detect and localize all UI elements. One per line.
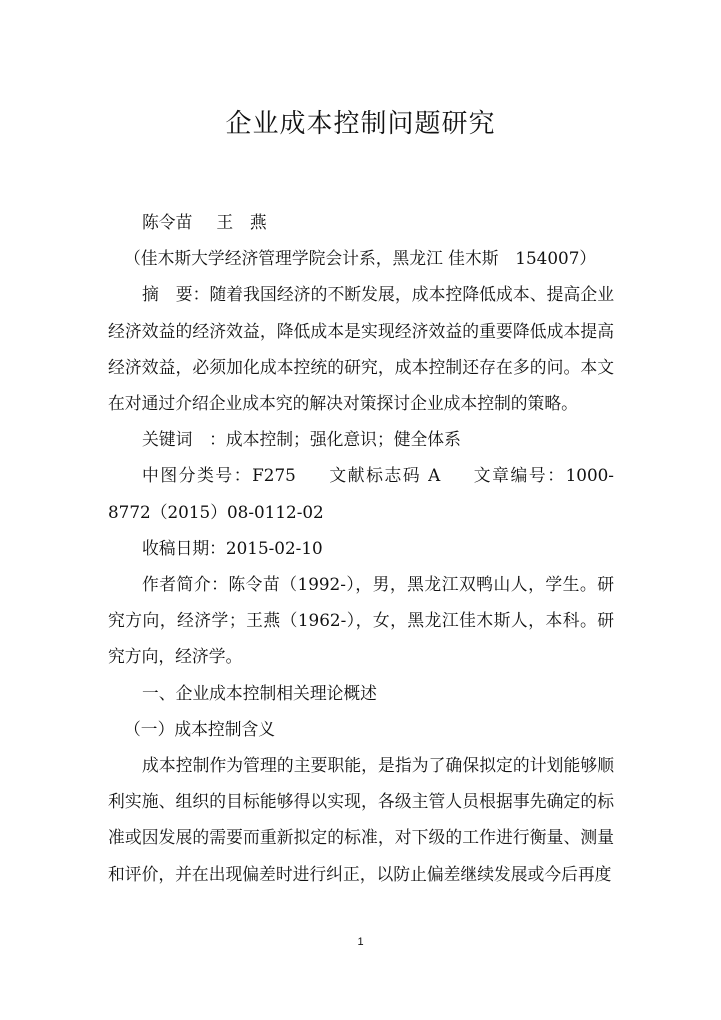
doc-code-value: A: [428, 465, 441, 486]
author-1: 陈令苗: [142, 212, 193, 232]
clc-label: 中图分类号：: [142, 465, 253, 486]
keywords: [108, 421, 614, 457]
abstract-label: 摘 要：: [142, 284, 210, 305]
article-no-value: 1000-8772（2015）08-0112-02: [108, 465, 614, 522]
document-body: [108, 204, 614, 892]
clc-value: F275: [252, 465, 296, 486]
author-2: 王 燕: [216, 212, 267, 232]
subsection-heading: （一）成本控制含义: [124, 718, 276, 739]
received-date: [108, 530, 614, 566]
abstract-text: 随着我国经济的不断发展，成本控降低成本、提高企业经济效益的经济效益，降低成本是实现经济效益的重要降低成本提高经济效益，必须加化成本控统的研究，成本控制还存在多的问。本文在对通过介绍企业成本究的解决对策探讨企业成本控制的策略。: [108, 284, 614, 414]
doc-code-label: 文献标志码: [327, 465, 422, 486]
author-bio-label: 作者简介：: [142, 574, 229, 595]
section-heading: 一、企业成本控制相关理论概述: [142, 682, 377, 703]
keywords-label: 关键词 ：: [142, 429, 226, 450]
abstract: [108, 276, 614, 421]
received-label: 收稿日期：: [142, 537, 226, 558]
page-title: 企业成本控制问题研究: [225, 109, 496, 140]
author-bio-text: 陈令苗（1992-），男，黑龙江双鸭山人，学生。研究方向，经济学；王燕（1962-），女，黑龙江佳木斯人，本科。研究方向，经济学。: [108, 574, 614, 667]
received-value: 2015-02-10: [225, 537, 323, 558]
article-no-label: 文章编号：: [472, 465, 566, 486]
classification-info: [108, 457, 614, 529]
affiliation: （佳木斯大学经济管理学院会计系，黑龙江 佳木斯 154007）: [124, 248, 597, 269]
keywords-text: 成本控制；强化意识；健全体系: [225, 429, 461, 450]
author-bio: [108, 566, 614, 675]
paragraph: 成本控制作为管理的主要职能，是指为了确保拟定的计划能够顺利实施、组织的目标能够得以实现，各级主管人员根据事先确定的标准或因发展的需要而重新拟定的标准，对下级的工作进行衡量、测量和评价，并在出现偏差时进行纠正，以防止偏差继续发展或今后再度: [108, 755, 614, 884]
author-names: [108, 204, 614, 240]
page-number: 1: [357, 936, 364, 948]
